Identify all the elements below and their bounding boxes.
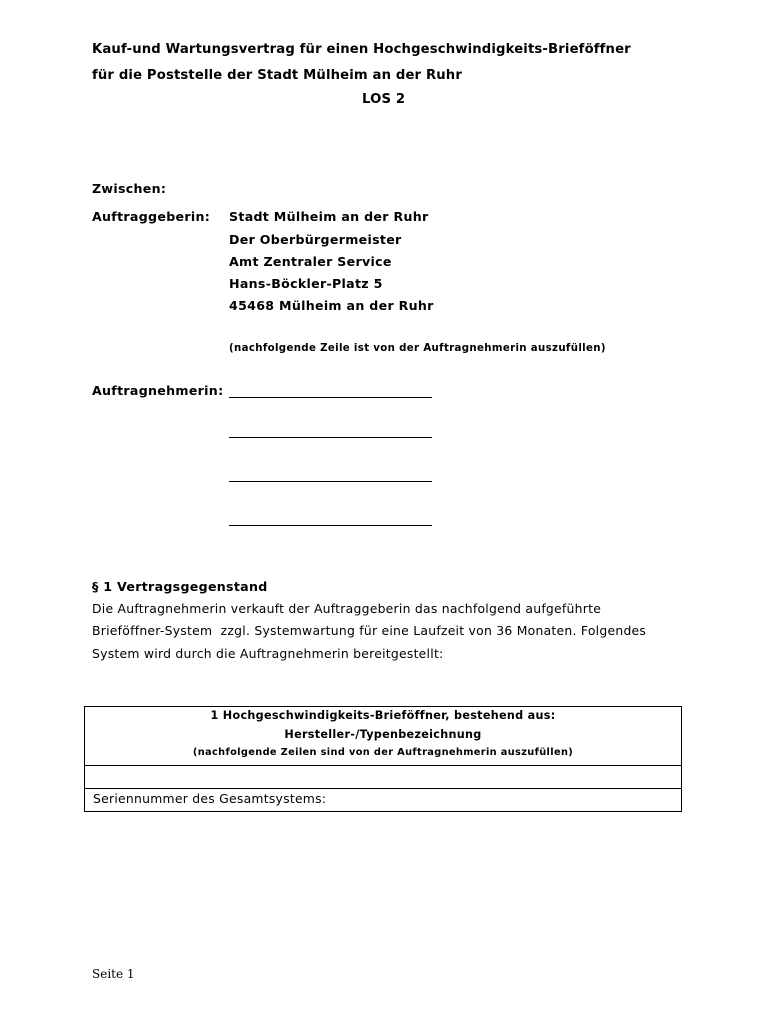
system-table-header [85,707,681,766]
section-text-line: Die Auftragnehmerin verkauft der Auftraggeberin das nachfolgend aufgeführte [92,601,602,616]
client-address-line: 45468 Mülheim an der Ruhr [229,298,434,313]
table-header-title: 1 Hochgeschwindigkeits-Brieföffner, bestehend aus: [210,709,556,722]
section-text-line: Brieföffner-System zzgl. Systemwartung für eine Laufzeit von 36 Monaten. Folgendes [92,623,647,638]
between-label: Zwischen: [92,181,167,196]
client-label: Auftraggeberin: [92,209,211,224]
contractor-fill-line[interactable] [229,481,432,482]
table-header-note: (nachfolgende Zeilen sind von der Auftragnehmerin auszufüllen) [192,747,574,758]
document-title-line-2: für die Poststelle der Stadt Mülheim an der Ruhr [92,68,462,83]
serial-number-row[interactable] [85,789,681,811]
client-address-line: Der Oberbürgermeister [229,232,402,247]
los-label: LOS 2 [362,92,406,107]
client-address-line: Stadt Mülheim an der Ruhr [229,209,429,224]
table-header-subtitle: Hersteller-/Typenbezeichnung [284,728,482,741]
document-title-line-1: Kauf-und Wartungsvertrag für einen Hochgeschwindigkeits-Brieföffner [92,42,631,57]
client-address-line: Hans-Böckler-Platz 5 [229,276,383,291]
contractor-fill-line[interactable] [229,437,432,438]
manufacturer-entry-row[interactable] [85,766,681,789]
client-address-line: Amt Zentraler Service [229,254,392,269]
contractor-fill-line[interactable] [229,397,432,398]
contractor-fill-note: (nachfolgende Zeile ist von der Auftragnehmerin auszufüllen) [229,343,606,354]
contractor-label: Auftragnehmerin: [92,383,224,398]
system-table [84,706,682,812]
serial-number-label: Seriennummer des Gesamtsystems: [93,791,327,806]
section-text-line: System wird durch die Auftragnehmerin bereitgestellt: [92,646,444,661]
page-number: Seite 1 [92,967,135,981]
contractor-fill-line[interactable] [229,525,432,526]
section-heading: § 1 Vertragsgegenstand [92,579,268,594]
